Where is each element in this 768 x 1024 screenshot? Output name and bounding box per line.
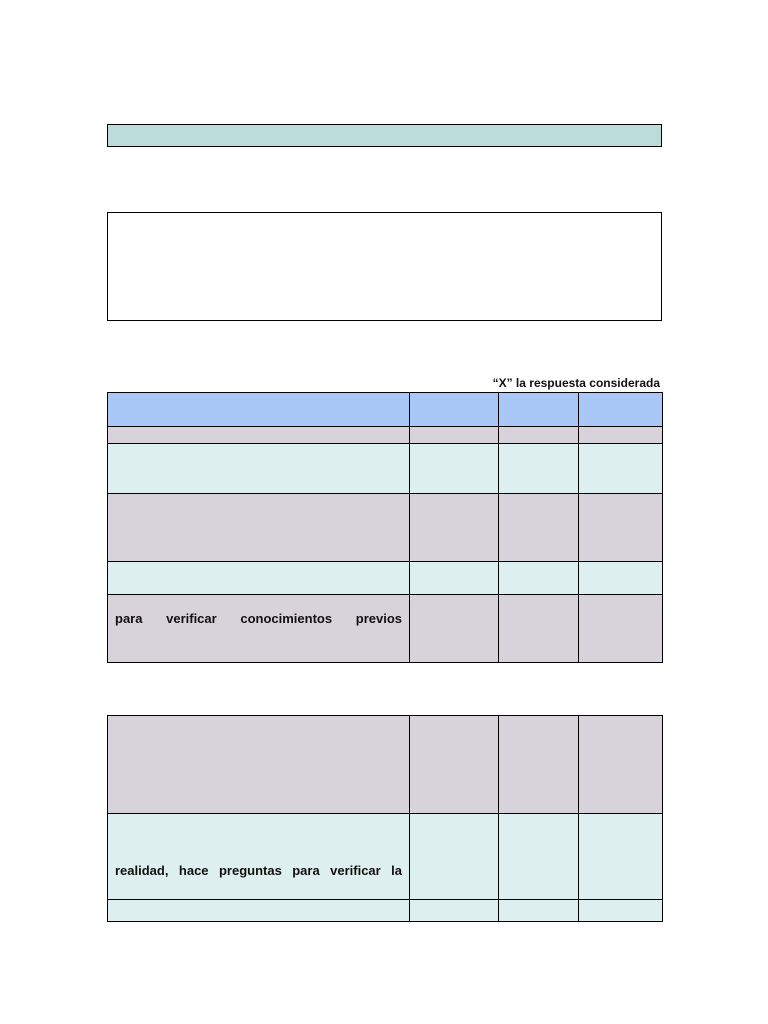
- answer-cell[interactable]: [499, 814, 579, 900]
- criteria-cell: [108, 494, 410, 562]
- header-cell-criteria: [108, 393, 410, 427]
- header-cell-option-3: [579, 393, 663, 427]
- title-bar: [107, 124, 662, 147]
- table-row: [108, 595, 663, 663]
- criteria-text: para verificar conocimientos previos: [115, 611, 402, 626]
- criteria-text: realidad, hace preguntas para verificar la: [115, 863, 402, 878]
- evaluation-table-1: [107, 392, 663, 663]
- answer-cell[interactable]: [579, 444, 663, 494]
- answer-cell[interactable]: [579, 494, 663, 562]
- answer-cell[interactable]: [410, 716, 499, 814]
- criteria-cell: [108, 595, 410, 663]
- criteria-cell: [108, 900, 410, 922]
- criteria-cell: [108, 814, 410, 900]
- answer-cell[interactable]: [579, 814, 663, 900]
- table-header-row: [108, 393, 663, 427]
- header-cell-option-1: [410, 393, 499, 427]
- answer-cell[interactable]: [579, 716, 663, 814]
- answer-cell[interactable]: [499, 900, 579, 922]
- answer-cell[interactable]: [499, 494, 579, 562]
- answer-cell[interactable]: [410, 900, 499, 922]
- criteria-cell: [108, 716, 410, 814]
- answer-cell[interactable]: [579, 562, 663, 595]
- answer-cell[interactable]: [410, 595, 499, 663]
- instruction-text: “X” la respuesta considerada: [492, 376, 660, 390]
- answer-cell[interactable]: [410, 814, 499, 900]
- table-row: [108, 494, 663, 562]
- answer-cell[interactable]: [499, 427, 579, 444]
- answer-cell[interactable]: [410, 562, 499, 595]
- answer-cell[interactable]: [410, 494, 499, 562]
- criteria-cell: [108, 427, 410, 444]
- answer-cell[interactable]: [410, 427, 499, 444]
- table-row: [108, 562, 663, 595]
- table-row: [108, 814, 663, 900]
- answer-cell[interactable]: [579, 900, 663, 922]
- table-row: [108, 716, 663, 814]
- answer-cell[interactable]: [499, 562, 579, 595]
- answer-cell[interactable]: [499, 595, 579, 663]
- table-row: [108, 427, 663, 444]
- criteria-cell: [108, 562, 410, 595]
- header-cell-option-2: [499, 393, 579, 427]
- evaluation-table-2: [107, 715, 663, 922]
- answer-cell[interactable]: [499, 444, 579, 494]
- info-box: [107, 212, 662, 321]
- table-row: [108, 444, 663, 494]
- answer-cell[interactable]: [579, 427, 663, 444]
- answer-cell[interactable]: [579, 595, 663, 663]
- answer-cell[interactable]: [410, 444, 499, 494]
- answer-cell[interactable]: [499, 716, 579, 814]
- criteria-cell: [108, 444, 410, 494]
- table-row: [108, 900, 663, 922]
